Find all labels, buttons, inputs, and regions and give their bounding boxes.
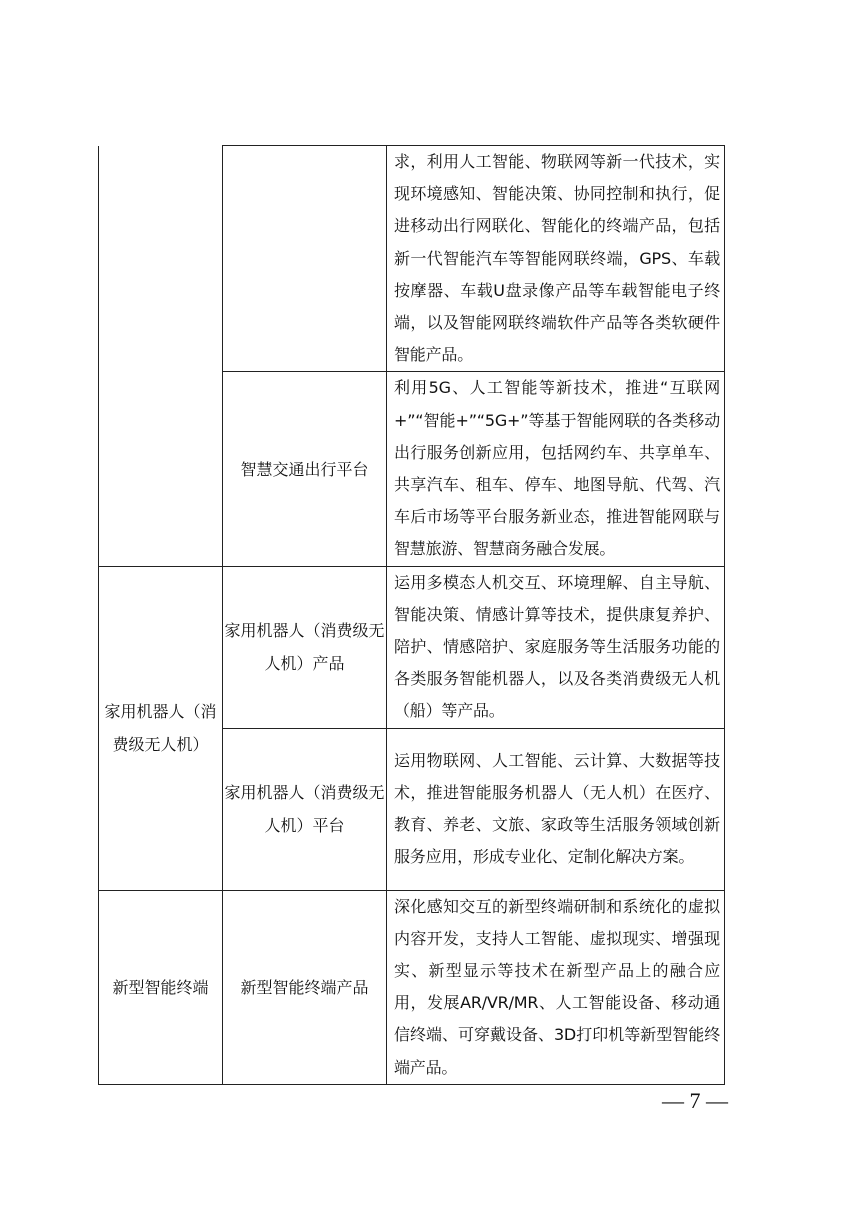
category-label: 家用机器人（消费级无人机） (104, 702, 217, 755)
item-name-cell: 新型智能终端产品 (223, 890, 387, 1084)
table-row (99, 566, 725, 728)
item-description-cell: 运用多模态人机交互、环境理解、自主导航、智能决策、情感计算等技术，提供康复养护、陪护、情感陪护、家庭服务等生活服务功能的各类服务智能机器人，以及各类消费级无人机（船）等产品。 (387, 566, 725, 728)
category-cell (99, 566, 223, 890)
item-description-cell: 求，利用人工智能、物联网等新一代技术，实现环境感知、智能决策、协同控制和执行，促进移动出行网联化、智能化的终端产品，包括新一代智能汽车等智能网联终端，GPS、车载按摩器、车载U盘录像产品等车载智能电子终端，以及智能网联终端软件产品等各类软硬件智能产品。 (387, 146, 725, 372)
policy-table (98, 145, 725, 1085)
table-row (99, 146, 725, 372)
item-description-cell: 运用物联网、人工智能、云计算、大数据等技术，推进智能服务机器人（无人机）在医疗、教育、养老、文旅、家政等生活服务领域创新服务应用，形成专业化、定制化解决方案。 (387, 728, 725, 890)
item-name-cell: 智慧交通出行平台 (223, 372, 387, 566)
item-description-cell: 深化感知交互的新型终端研制和系统化的虚拟内容开发，支持人工智能、虚拟现实、增强现实、新型显示等技术在新型产品上的融合应用，发展AR/VR/MR、人工智能设备、移动通信终端、可穿戴设备、3D打印机等新型智能终端产品。 (387, 890, 725, 1084)
item-name-cell: 家用机器人（消费级无人机）平台 (223, 728, 387, 890)
item-description-cell: 利用5G、人工智能等新技术，推进“互联网+”“智能+”“5G+”等基于智能网联的各类移动出行服务创新应用，包括网约车、共享单车、共享汽车、租车、停车、地图导航、代驾、汽车后市场等平台服务新业态，推进智能网联与智慧旅游、智慧商务融合发展。 (387, 372, 725, 566)
item-name-cell: 家用机器人（消费级无人机）产品 (223, 566, 387, 728)
table-row (99, 890, 725, 1084)
page-number: — 7 — (662, 1088, 728, 1113)
item-name-cell (223, 146, 387, 372)
category-cell: 新型智能终端 (99, 890, 223, 1084)
category-cell (99, 146, 223, 567)
